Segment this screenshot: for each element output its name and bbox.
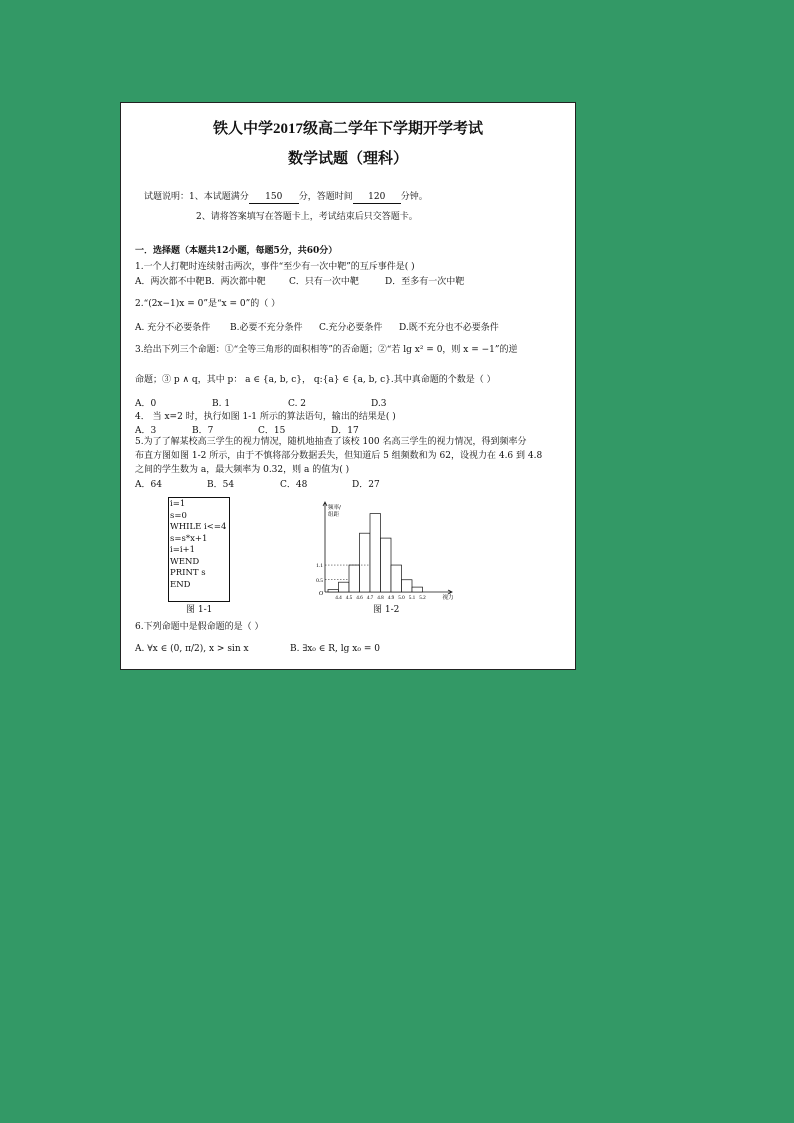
instructions-prefix: 试题说明：1、本试题满分 [144,192,249,202]
question-5-options [135,480,380,491]
x-tick-label: 4.5 [345,595,353,601]
q5-option-d: D．27 [352,480,380,490]
code-line: s=0 [170,510,187,521]
question-3-stem-line-2: 命题；③ p ∧ q，其中 p： a ∈ {a, b, c}， q:{a} ∈ {a, b, c}.其中真命题的个数是（ ） [135,375,496,385]
histogram-bar [391,565,402,592]
question-5-stem-line-1: 5.为了了解某校高三学生的视力情况，随机地抽查了该校 100 名高三学生的视力情况，得到频率分 [135,437,527,447]
q1-option-c: C．只有一次中靶 [289,277,359,287]
x-tick-label: 4.9 [387,595,395,601]
x-tick-label: 4.7 [366,595,374,601]
figure-1-2-caption: 图 1-2 [373,605,400,615]
exam-title: 铁人中学2017级高二学年下学期开学考试 [212,121,483,137]
question-5-stem-line-2: 布直方图如图 1-2 所示，由于不慎将部分数据丢失，但知道后 5 组频数和为 62，设视力在 4.6 到 4.8 [135,451,543,461]
q3-option-b: B. 1 [212,399,231,409]
histogram-bar [349,565,360,592]
q3-option-d: D.3 [371,399,387,409]
code-line: END [170,579,191,590]
code-line: i=1 [170,499,186,509]
exam-paper [120,102,576,670]
question-5-stem-line-3: 之间的学生数为 a，最大频率为 0.32，则 a 的值为( ) [135,465,350,475]
question-3-options [135,399,386,410]
code-line: WHILE i<=4 [170,522,227,532]
question-6-stem: 6.下列命题中是假命题的是（ ） [135,622,264,632]
code-line: s=s*x+1 [170,533,208,544]
histogram-bar [370,514,381,592]
q6-option-a: A. ∀x ∈ (0, π/2), x > sin x [135,644,249,654]
question-6-options [135,644,380,655]
question-1-options [135,277,464,288]
q1-option-a: A．两次都不中靶 [135,277,205,287]
q5-option-a: A．64 [135,480,162,490]
y-axis-label: 频率/ [328,505,341,511]
x-tick-label: 4.8 [377,595,384,601]
q6-option-b: B. ∃x₀ ∈ R, lg x₀ = 0 [290,644,380,654]
q2-option-c: C.充分必要条件 [319,323,383,333]
y-tick-label: 0.5 [316,577,323,584]
question-2-stem: 2.“(2x−1)x = 0”是“x = 0”的（ ） [135,299,281,309]
frequency-histogram [307,499,457,603]
q2-option-b: B.必要不充分条件 [230,323,303,333]
histogram-bar [381,538,392,592]
section-title: 一．选择题（本题共12小题，每题5分，共60分） [135,246,338,256]
q2-option-d: D.既不充分也不必要条件 [399,323,499,333]
full-score: 150 [249,192,299,204]
algorithm-code-box [168,497,230,602]
instructions-line-1 [144,192,428,204]
histogram-bar [402,580,413,592]
question-1-stem: 1.一个人打靶时连续射击两次，事件“至少有一次中靶”的互斥事件是( ) [135,262,415,272]
x-tick-label: 5.2 [419,595,426,601]
q4-option-a: A．3 [135,426,157,436]
x-axis-label: 视力 [442,595,454,601]
question-4-options [135,426,359,437]
y-tick-label: 1.1 [316,563,323,570]
q1-option-d: D．至多有一次中靶 [385,277,465,287]
q2-option-a: A. 充分不必要条件 [135,323,211,333]
figure-1-1-caption: 图 1-1 [186,605,213,615]
question-4-stem: 4． 当 x=2 时，执行如图 1-1 所示的算法语句，输出的结果是( ) [135,412,396,422]
instructions-line-2: 2、请将答案填写在答题卡上，考试结束后只交答题卡。 [196,212,418,222]
q4-option-d: D．17 [331,426,359,436]
histogram-bar [360,533,371,592]
histogram-bar [339,582,350,592]
exam-time: 120 [353,192,401,204]
x-tick-label: 4.6 [356,595,363,601]
histogram-bar [328,590,339,592]
x-tick-label: 5.1 [408,595,416,601]
q4-option-b: B．7 [192,426,214,436]
code-line: i=i+1 [170,545,196,555]
x-tick-label: 5.0 [398,595,405,601]
question-3-stem-line-1: 3.给出下列三个命题：①“全等三角形的面积相等”的否命题；②“若 lg x² = 0，则 x = −1”的逆 [135,345,518,355]
code-line: PRINT s [170,568,206,578]
instructions-suffix: 分钟。 [400,192,428,202]
q5-option-c: C．48 [280,480,308,490]
exam-subtitle: 数学试题（理科） [287,151,408,167]
histogram-bar [412,587,423,592]
q3-option-a: A．0 [135,399,157,409]
q1-option-b: B．两次都中靶 [205,277,266,287]
q5-option-b: B．54 [207,480,235,490]
question-2-options [135,323,499,334]
q4-option-c: C．15 [258,426,286,436]
origin-label: O [318,591,324,597]
y-axis-label: 组距 [328,512,340,518]
q3-option-c: C. 2 [288,399,307,409]
x-tick-label: 4.4 [335,595,342,601]
code-line: WEND [170,556,200,567]
instructions-mid: 分，答题时间 [298,192,353,202]
